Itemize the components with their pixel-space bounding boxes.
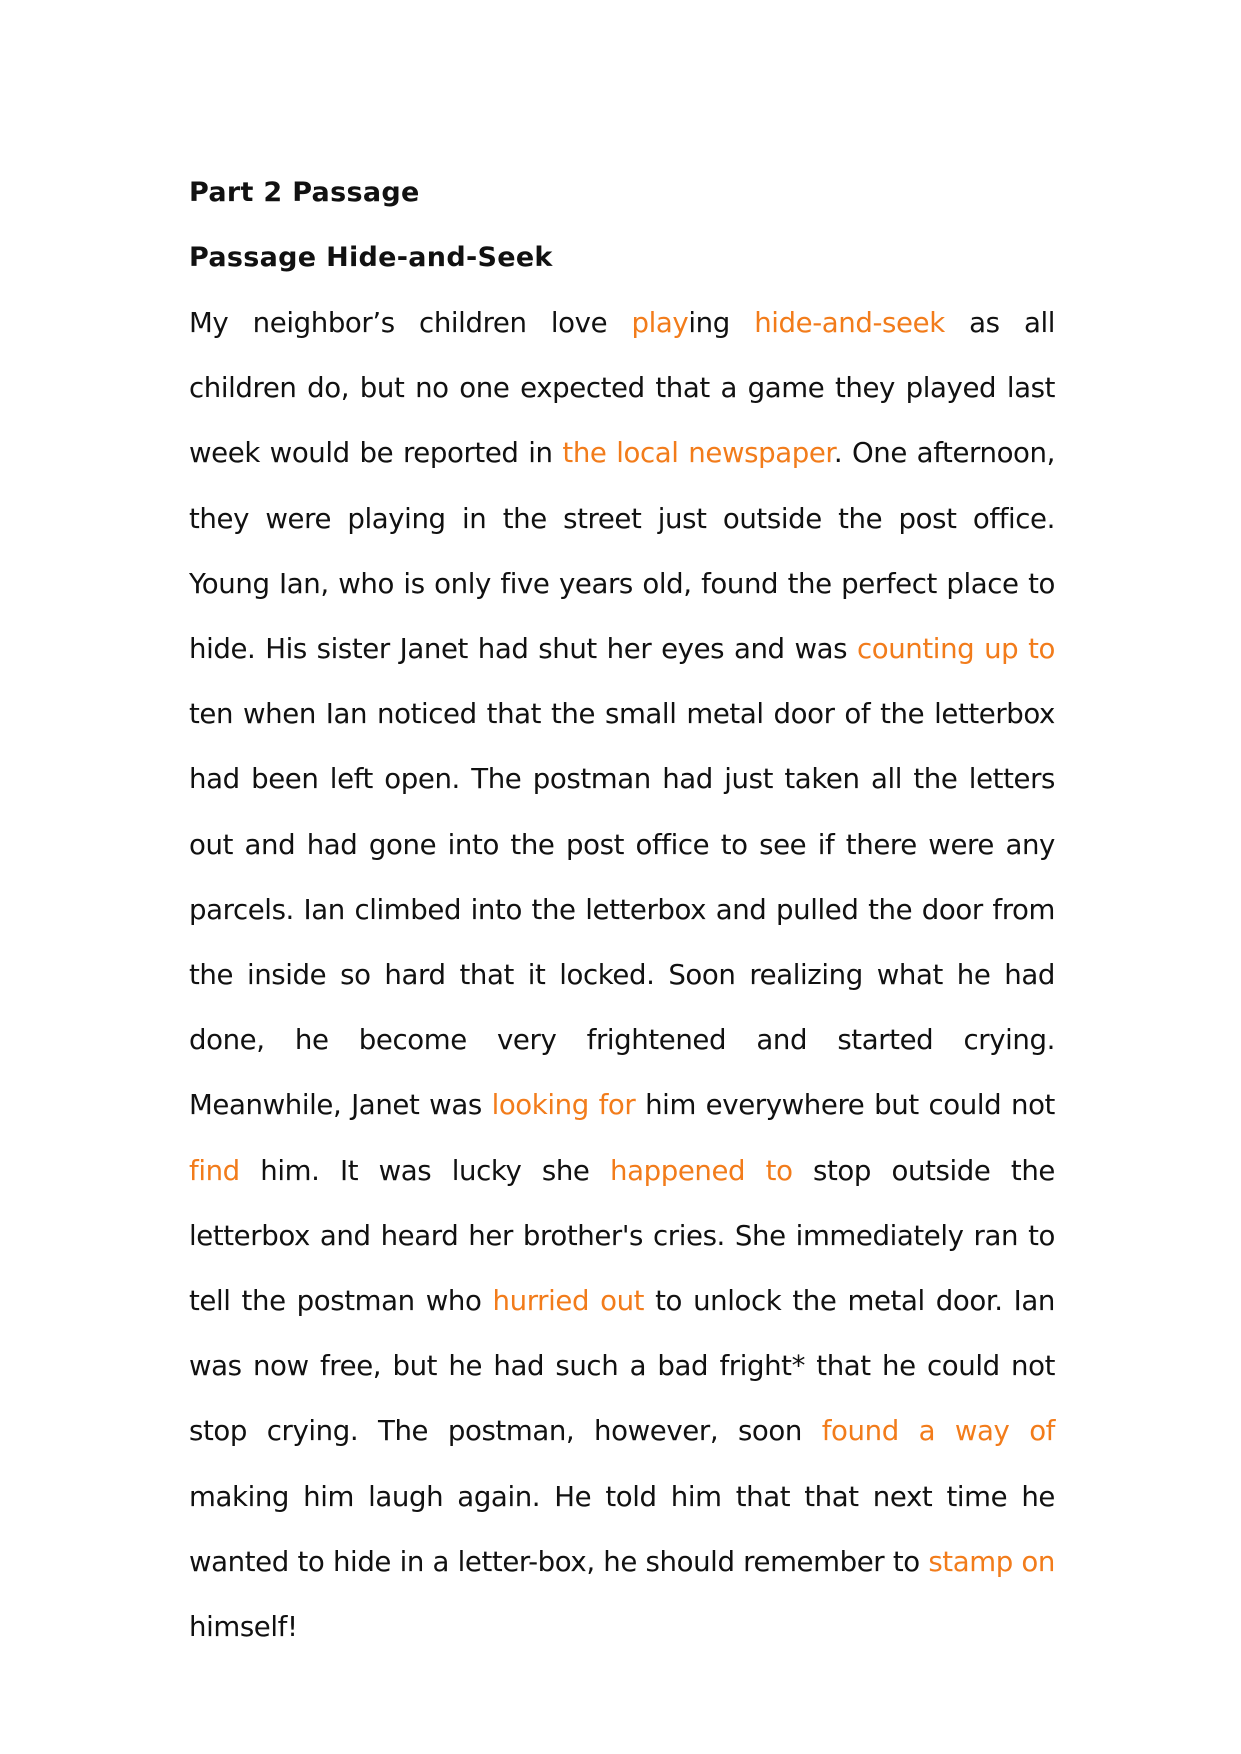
highlighted-phrase: happened to bbox=[609, 1153, 793, 1187]
passage-text: making him laugh again. He told him that that next time he wanted to hide in a letter-box, he should remember to bbox=[189, 1479, 1055, 1578]
passage-text: as all children do, but no one expected that a game they played last week would be reported in bbox=[189, 306, 1056, 470]
passage-text: himself! bbox=[189, 1610, 298, 1644]
passage-body bbox=[189, 290, 1055, 1659]
highlighted-phrase: play bbox=[631, 306, 689, 339]
document-page bbox=[189, 160, 1055, 1659]
passage-text: ing bbox=[688, 306, 755, 339]
part-title: Part 2 Passage bbox=[189, 177, 420, 208]
passage-text: . One afternoon, they were playing in the street just outside the post office. Young Ian, who is only five years old, found the perfect place to hide. His sister Janet had shut her eyes and was bbox=[189, 436, 1055, 666]
highlighted-phrase: found a way of bbox=[821, 1414, 1055, 1448]
passage-text: to unlock the metal door. Ian was now free, but he had such a bad fright* that he could not stop crying. The postman, however, soon bbox=[189, 1284, 1055, 1448]
highlighted-phrase: hurried out bbox=[492, 1284, 645, 1318]
highlighted-phrase: looking for bbox=[491, 1088, 636, 1122]
passage-title: Passage Hide-and-Seek bbox=[189, 242, 553, 273]
highlighted-phrase: stamp on bbox=[928, 1544, 1055, 1578]
passage-text: him everywhere but could not bbox=[635, 1088, 1055, 1122]
passage-text: ten when Ian noticed that the small metal door of the letterbox had been left open. The postman had just taken all the letters out and had gone into the post office to see if there were any parcels. Ian climbed into the letterbox and pulled the door from the inside so hard that it locked. Soon realizing what he had done, he become very frightened and started crying. Meanwhile, Janet was bbox=[189, 697, 1055, 1122]
passage-text: stop outside the letterbox and heard her brother's cries. She immediately ran to tell the postman who bbox=[189, 1153, 1055, 1318]
highlighted-phrase: find bbox=[189, 1153, 240, 1187]
highlighted-phrase: the local newspaper bbox=[562, 436, 834, 470]
highlighted-phrase: hide-and-seek bbox=[754, 306, 945, 339]
highlighted-phrase: counting up to bbox=[856, 632, 1056, 666]
passage-text: him. It was lucky she bbox=[239, 1153, 610, 1187]
passage-text: My neighbor’s children love bbox=[189, 306, 632, 339]
